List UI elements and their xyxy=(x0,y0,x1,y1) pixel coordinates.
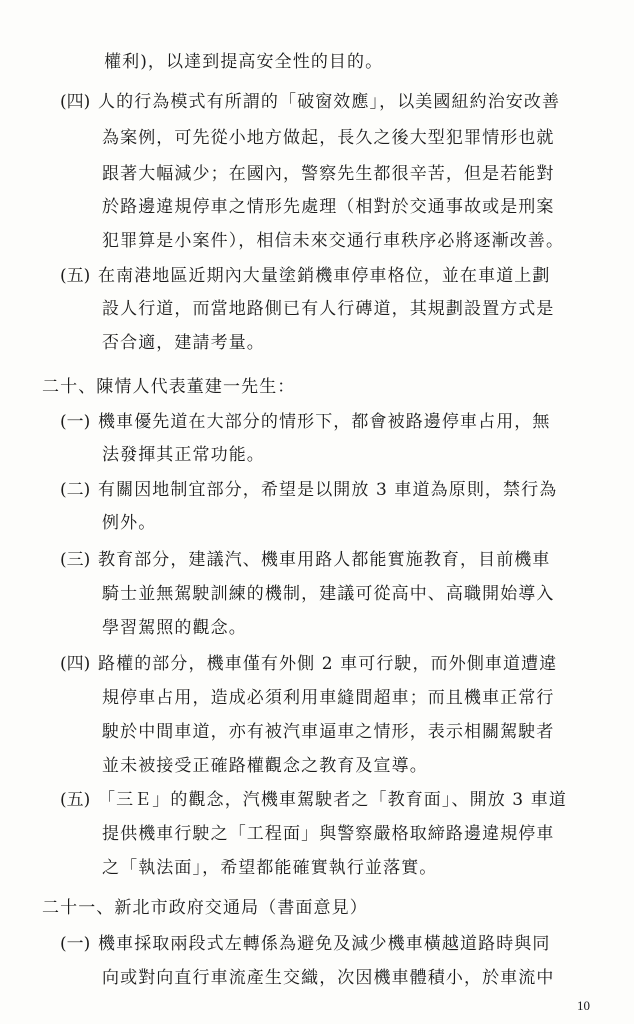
paragraph-line: 駛於中間車道，亦有被汽車逼車之情形，表示相關駕駛者 xyxy=(102,722,555,742)
paragraph-line: 人的行為模式有所謂的「破窗效應」，以美國紐約治安改善 xyxy=(98,92,561,112)
item-marker: (五) xyxy=(60,266,91,286)
item-marker: (一) xyxy=(60,934,91,954)
paragraph-line: 機車優先道在大部分的情形下，都會被路邊停車占用，無 xyxy=(98,412,551,432)
paragraph-line: 教育部分，建議汽、機車用路人都能實施教育，目前機車 xyxy=(98,550,551,570)
paragraph-line: 於路邊違規停車之情形先處理（相對於交通事故或是刑案 xyxy=(102,197,555,217)
item-marker: (三) xyxy=(60,550,91,570)
paragraph-line: 有關因地制宜部分，希望是以開放 3 車道為原則，禁行為 xyxy=(98,480,558,500)
continuation-line: 權利)，以達到提高安全性的目的。 xyxy=(104,52,384,72)
item-marker: (五) xyxy=(60,790,91,810)
paragraph-line: 為案例，可先從小地方做起，長久之後大型犯罪情形也就 xyxy=(102,128,555,148)
section-heading: 二十一、新北市政府交通局（書面意見） xyxy=(42,898,368,918)
paragraph-line: 犯罪算是小案件），相信未來交通行車秩序必將逐漸改善。 xyxy=(102,231,565,251)
paragraph-line: 否合適，建請考量。 xyxy=(102,333,265,353)
paragraph-line: 並未被接受正確路權觀念之教育及宣導。 xyxy=(102,756,428,776)
paragraph-line: 「三Ｅ」的觀念，汽機車駕駛者之「教育面」、開放 3 車道 xyxy=(98,790,567,810)
paragraph-line: 在南港地區近期內大量塗銷機車停車格位，並在車道上劃 xyxy=(98,266,551,286)
paragraph-line: 規停車占用，造成必須利用車縫間超車；而且機車正常行 xyxy=(102,688,555,708)
paragraph-line: 機車採取兩段式左轉係為避免及減少機車橫越道路時與同 xyxy=(98,934,551,954)
paragraph-line: 設人行道，而當地路側已有人行磚道，其規劃設置方式是 xyxy=(102,299,555,319)
item-marker: (一) xyxy=(60,412,91,432)
item-marker: (四) xyxy=(60,654,91,674)
paragraph-line: 之「執法面」，希望都能確實執行並落實。 xyxy=(102,858,438,878)
paragraph-line: 騎士並無駕駛訓練的機制，建議可從高中、高職開始導入 xyxy=(102,584,555,604)
item-marker: (二) xyxy=(60,480,91,500)
paragraph-line: 提供機車行駛之「工程面」與警察嚴格取締路邊違規停車 xyxy=(102,824,555,844)
paragraph-line: 向或對向直行車流產生交織，次因機車體積小，於車流中 xyxy=(102,968,555,988)
page-number: 10 xyxy=(577,998,590,1013)
paragraph-line: 跟著大幅減少；在國內，警察先生都很辛苦，但是若能對 xyxy=(102,164,555,184)
paragraph-line: 法發揮其正常功能。 xyxy=(102,445,265,465)
paragraph-line: 例外。 xyxy=(102,513,157,533)
paragraph-line: 路權的部分，機車僅有外側 2 車可行駛，而外側車道遭違 xyxy=(98,654,558,674)
paragraph-line: 學習駕照的觀念。 xyxy=(102,618,247,638)
section-heading: 二十、陳情人代表董建一先生： xyxy=(42,377,296,397)
item-marker: (四) xyxy=(60,92,91,112)
